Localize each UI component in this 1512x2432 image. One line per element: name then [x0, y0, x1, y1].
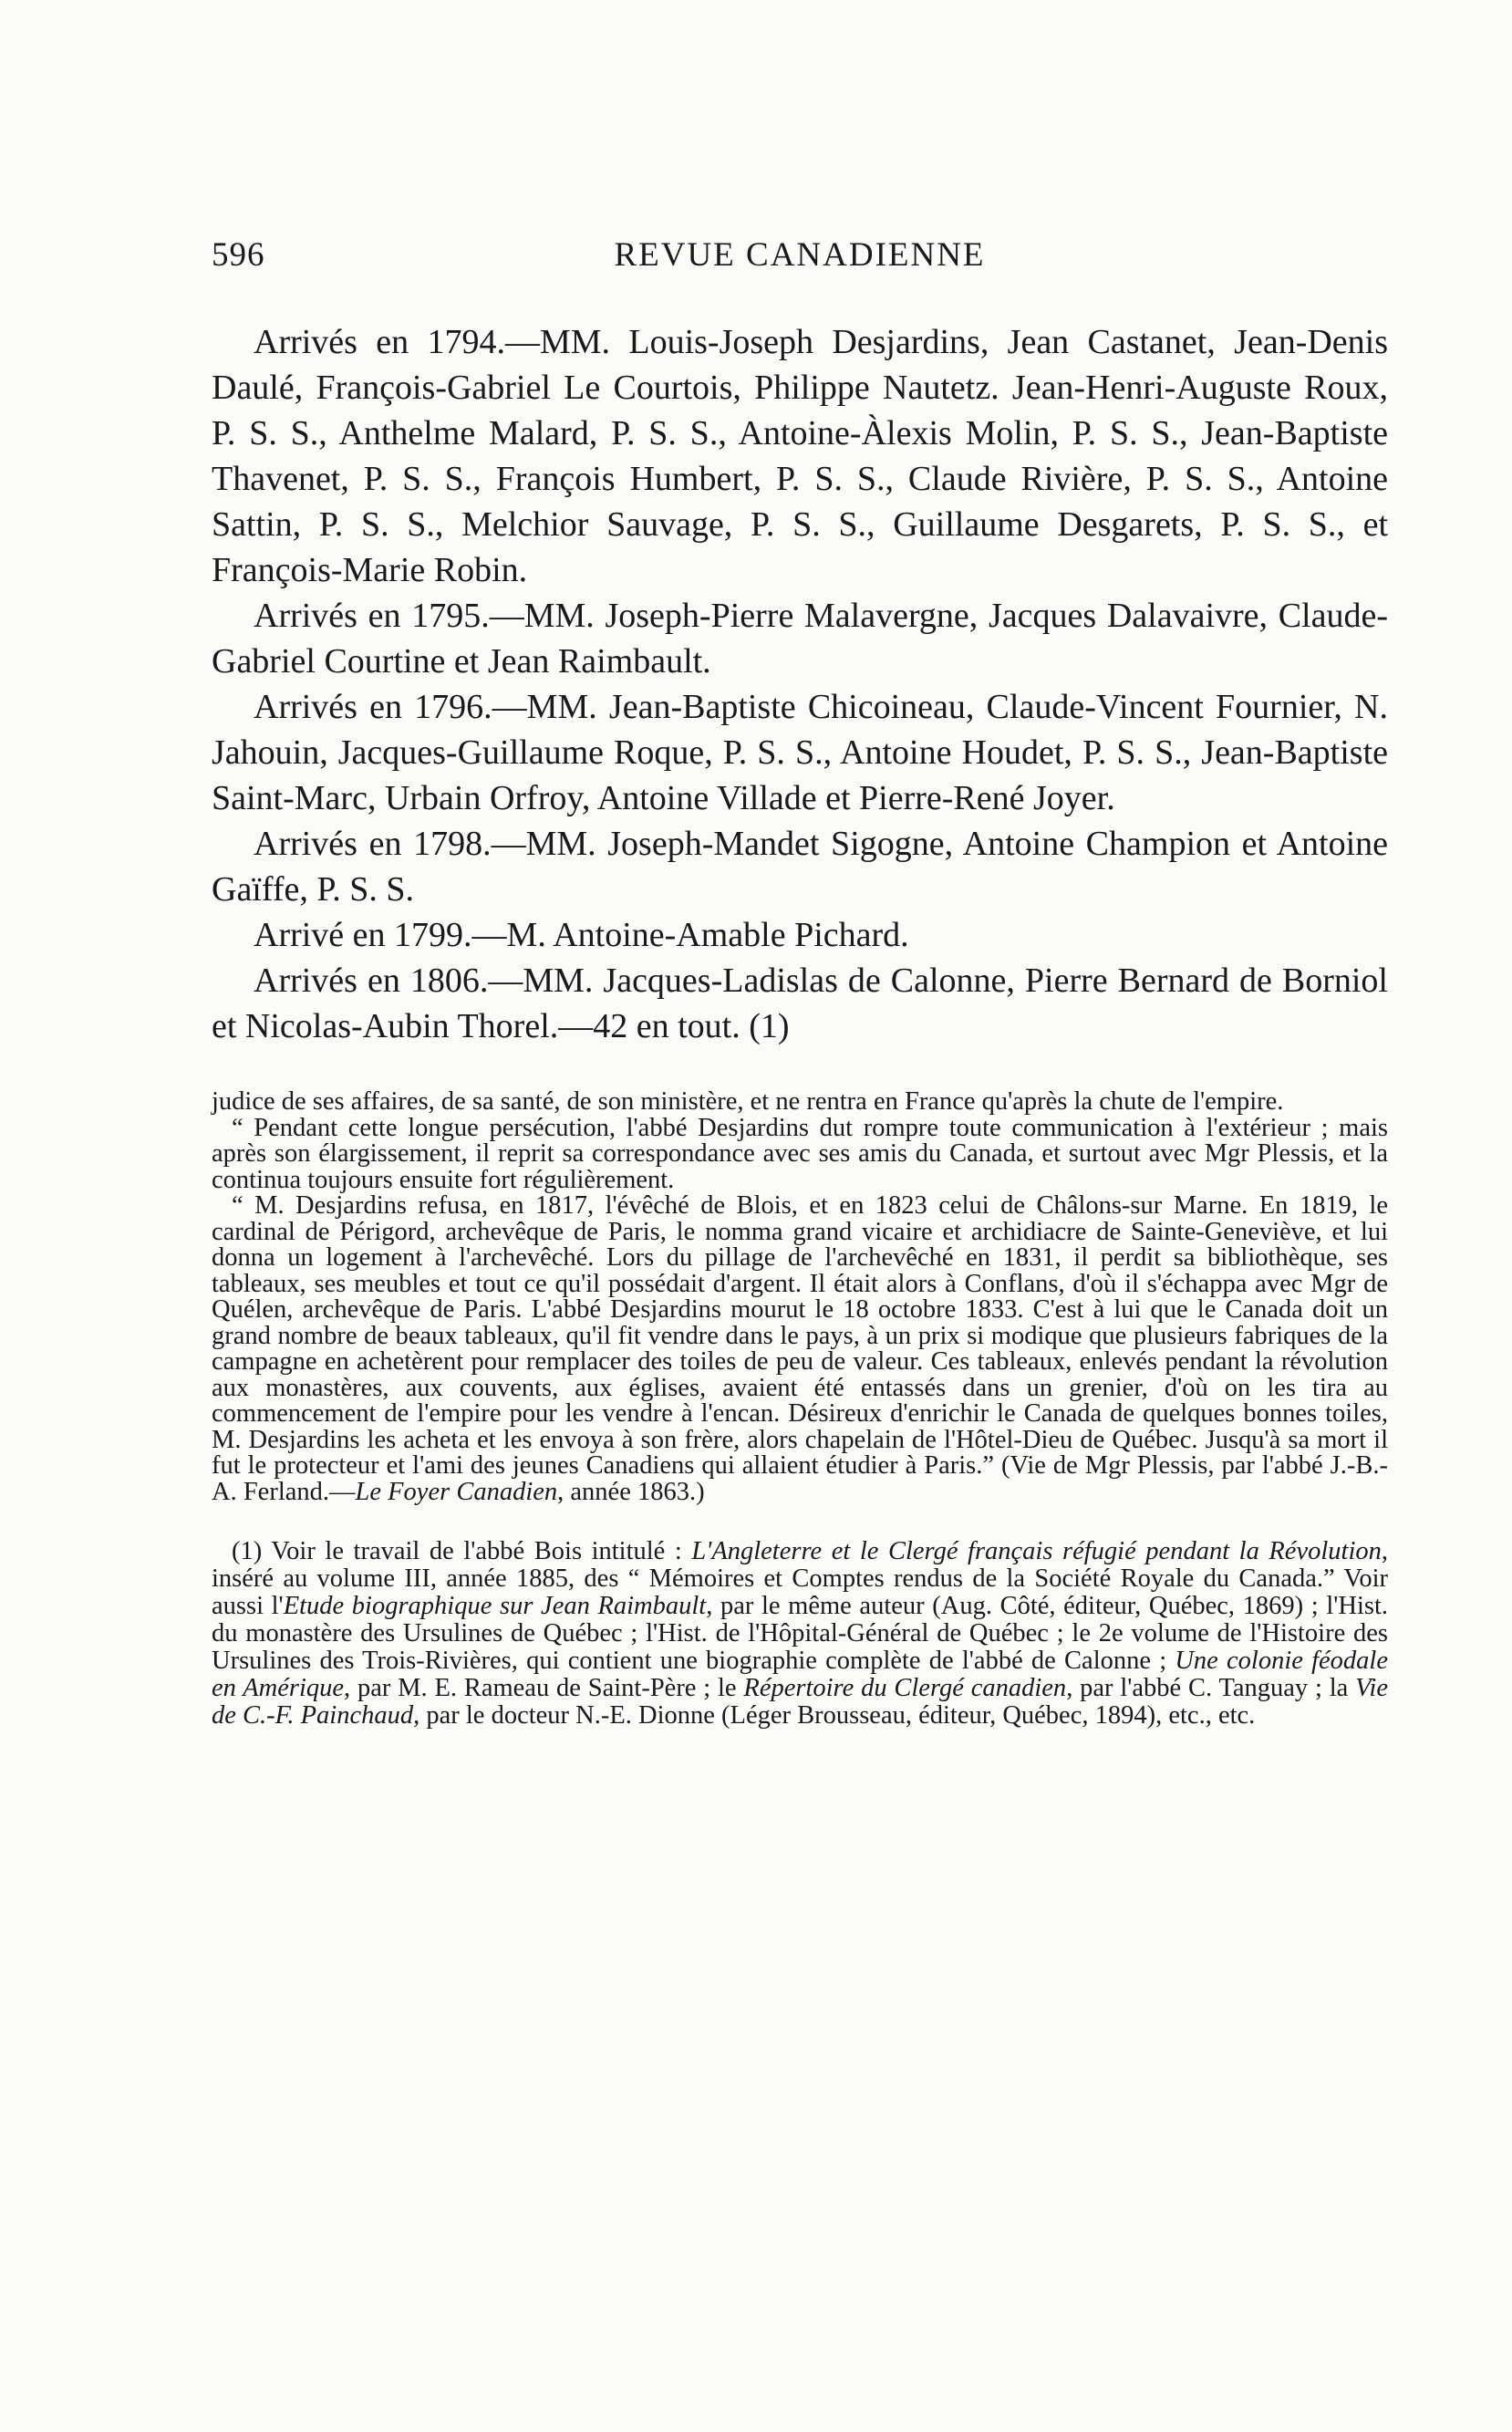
note-paragraph-3: [212, 1193, 1388, 1505]
page-number: 596: [212, 236, 265, 274]
paragraph-1794: Arrivés en 1794.—MM. Louis-Joseph Desjardins, Jean Castanet, Jean-Denis Daulé, François-Gabriel Le Courtois, Philippe Nautetz. Jean-Henri-Auguste Roux, P. S. S., Anthelme Malard, P. S. S., Antoine-Àlexis Molin, P. S. S., Jean-Baptiste Thavenet, P. S. S., François Humbert, P. S. S., Claude Rivière, P. S. S., Antoine Sattin, P. S. S., Melchior Sauvage, P. S. S., Guillaume Desgarets, P. S. S., et François-Marie Robin.: [212, 323, 1388, 589]
footnote-text: , par le docteur N.-E. Dionne (Léger Brousseau, éditeur, Québec, 1894), etc., etc.: [413, 1701, 1256, 1730]
footnote-text: (1) Voir le travail de l'abbé Bois intitulé :: [232, 1537, 692, 1565]
footnote-italic-title: Vie de C.-F. Painchaud: [212, 1674, 1389, 1730]
footnote-paragraph: [212, 1538, 1388, 1730]
footnote-1: [212, 1538, 1388, 1730]
footnote-italic-title: Une colonie féodale en Amérique: [212, 1647, 1388, 1702]
footnote-italic-title: L'Angleterre et le Clergé français réfugié pendant la Révolution: [691, 1537, 1382, 1565]
footnote-text: , inséré au volume III, année 1885, des “ Mémoires et Comptes rendus de la Société Royale du Canada.” Voir aussi l': [212, 1537, 1388, 1620]
main-text: [212, 319, 1388, 1049]
note-text: , année 1863.): [557, 1477, 705, 1506]
footnote-text: , par M. E. Rameau de Saint-Père ; le: [344, 1674, 744, 1702]
paragraph-1798: Arrivés en 1798.—MM. Joseph-Mandet Sigogne, Antoine Champion et Antoine Gaïffe, P. S. S.: [212, 825, 1388, 909]
note-paragraph-1: judice de ses affaires, de sa santé, de son ministère, et ne rentra en France qu'après la chute de l'empire.: [212, 1087, 1284, 1116]
paragraph-1796: Arrivés en 1796.—MM. Jean-Baptiste Chicoineau, Claude-Vincent Fournier, N. Jahouin, Jacques-Guillaume Roque, P. S. S., Antoine Houdet, P. S. S., Jean-Baptiste Saint-Marc, Urbain Orfroy, Antoine Villade et Pierre-René Joyer.: [212, 688, 1388, 817]
journal-title: REVUE CANADIENNE: [614, 236, 986, 274]
paragraph-1795: Arrivés en 1795.—MM. Joseph-Pierre Malavergne, Jacques Dalavaivre, Claude-Gabriel Courtine et Jean Raimbault.: [212, 597, 1388, 681]
page: [212, 235, 1388, 1730]
paragraph-1806: Arrivés en 1806.—MM. Jacques-Ladislas de Calonne, Pierre Bernard de Borniol et Nicolas-Aubin Thorel.—42 en tout. (1): [212, 961, 1388, 1045]
footnote-italic-title: Répertoire du Clergé canadien: [743, 1674, 1067, 1702]
footnote-italic-title: Etude biographique sur Jean Raimbault: [283, 1592, 707, 1620]
note-continuation: [212, 1089, 1388, 1505]
footnote-text: , par l'abbé C. Tanguay ; la: [1066, 1674, 1356, 1702]
footnote-text: , par le même auteur (Aug. Côté, éditeur, Québec, 1869) ; l'Hist. du monastère des Ursulines de Québec ; l'Hist. de l'Hôpital-Général de Québec ; le 2e volume de l'Histoire des Ursulines des Trois-Rivières, qui contient une biographie complète de l'abbé de Calonne ;: [212, 1592, 1389, 1675]
running-header: [212, 235, 1388, 281]
note-paragraph-2: “ Pendant cette longue persécution, l'abbé Desjardins dut rompre toute communication à l'extérieur ; mais après son élargissement, il reprit sa correspondance avec ses amis du Canada, et surtout avec Mgr Plessis, et la continua toujours ensuite fort régulièrement.: [212, 1113, 1388, 1194]
note-italic-title: Le Foyer Canadien: [355, 1477, 558, 1506]
note-text: “ M. Desjardins refusa, en 1817, l'évêché de Blois, et en 1823 celui de Châlons-sur Marne. En 1819, le cardinal de Périgord, archevêque de Paris, le nomma grand vicaire et archidiacre de Sainte-Geneviève, et lui donna un logement à l'archevêché. Lors du pillage de l'archevêché en 1831, il perdit sa bibliothèque, ses tableaux, ses meubles et tout ce qu'il possédait d'argent. Il était alors à Conflans, d'où il s'échappa avec Mgr de Quélen, archevêque de Paris. L'abbé Desjardins mourut le 18 octobre 1833. C'est à lui que le Canada doit un grand nombre de beaux tableaux, qu'il fit vendre dans le pays, à un prix si modique que plusieurs fabriques de la campagne en achetèrent pour remplacer des toiles de peu de valeur. Ces tableaux, enlevés pendant la révolution aux monastères, aux couvents, aux églises, avaient été entassés dans un grenier, d'où on les tira au commencement de l'empire pour les vendre à l'encan. Désireux d'enrichir le Canada de quelques bonnes toiles, M. Desjardins les acheta et les envoya à son frère, alors chapelain de l'Hôtel-Dieu de Québec. Jusqu'à sa mort il fut le protecteur et l'ami des jeunes Canadiens qui allaient étudier à Paris.” (Vie de Mgr Plessis, par l'abbé J.-B.-A. Ferland.—: [212, 1191, 1388, 1506]
paragraph-1799: Arrivé en 1799.—M. Antoine-Amable Pichard.: [254, 916, 909, 954]
